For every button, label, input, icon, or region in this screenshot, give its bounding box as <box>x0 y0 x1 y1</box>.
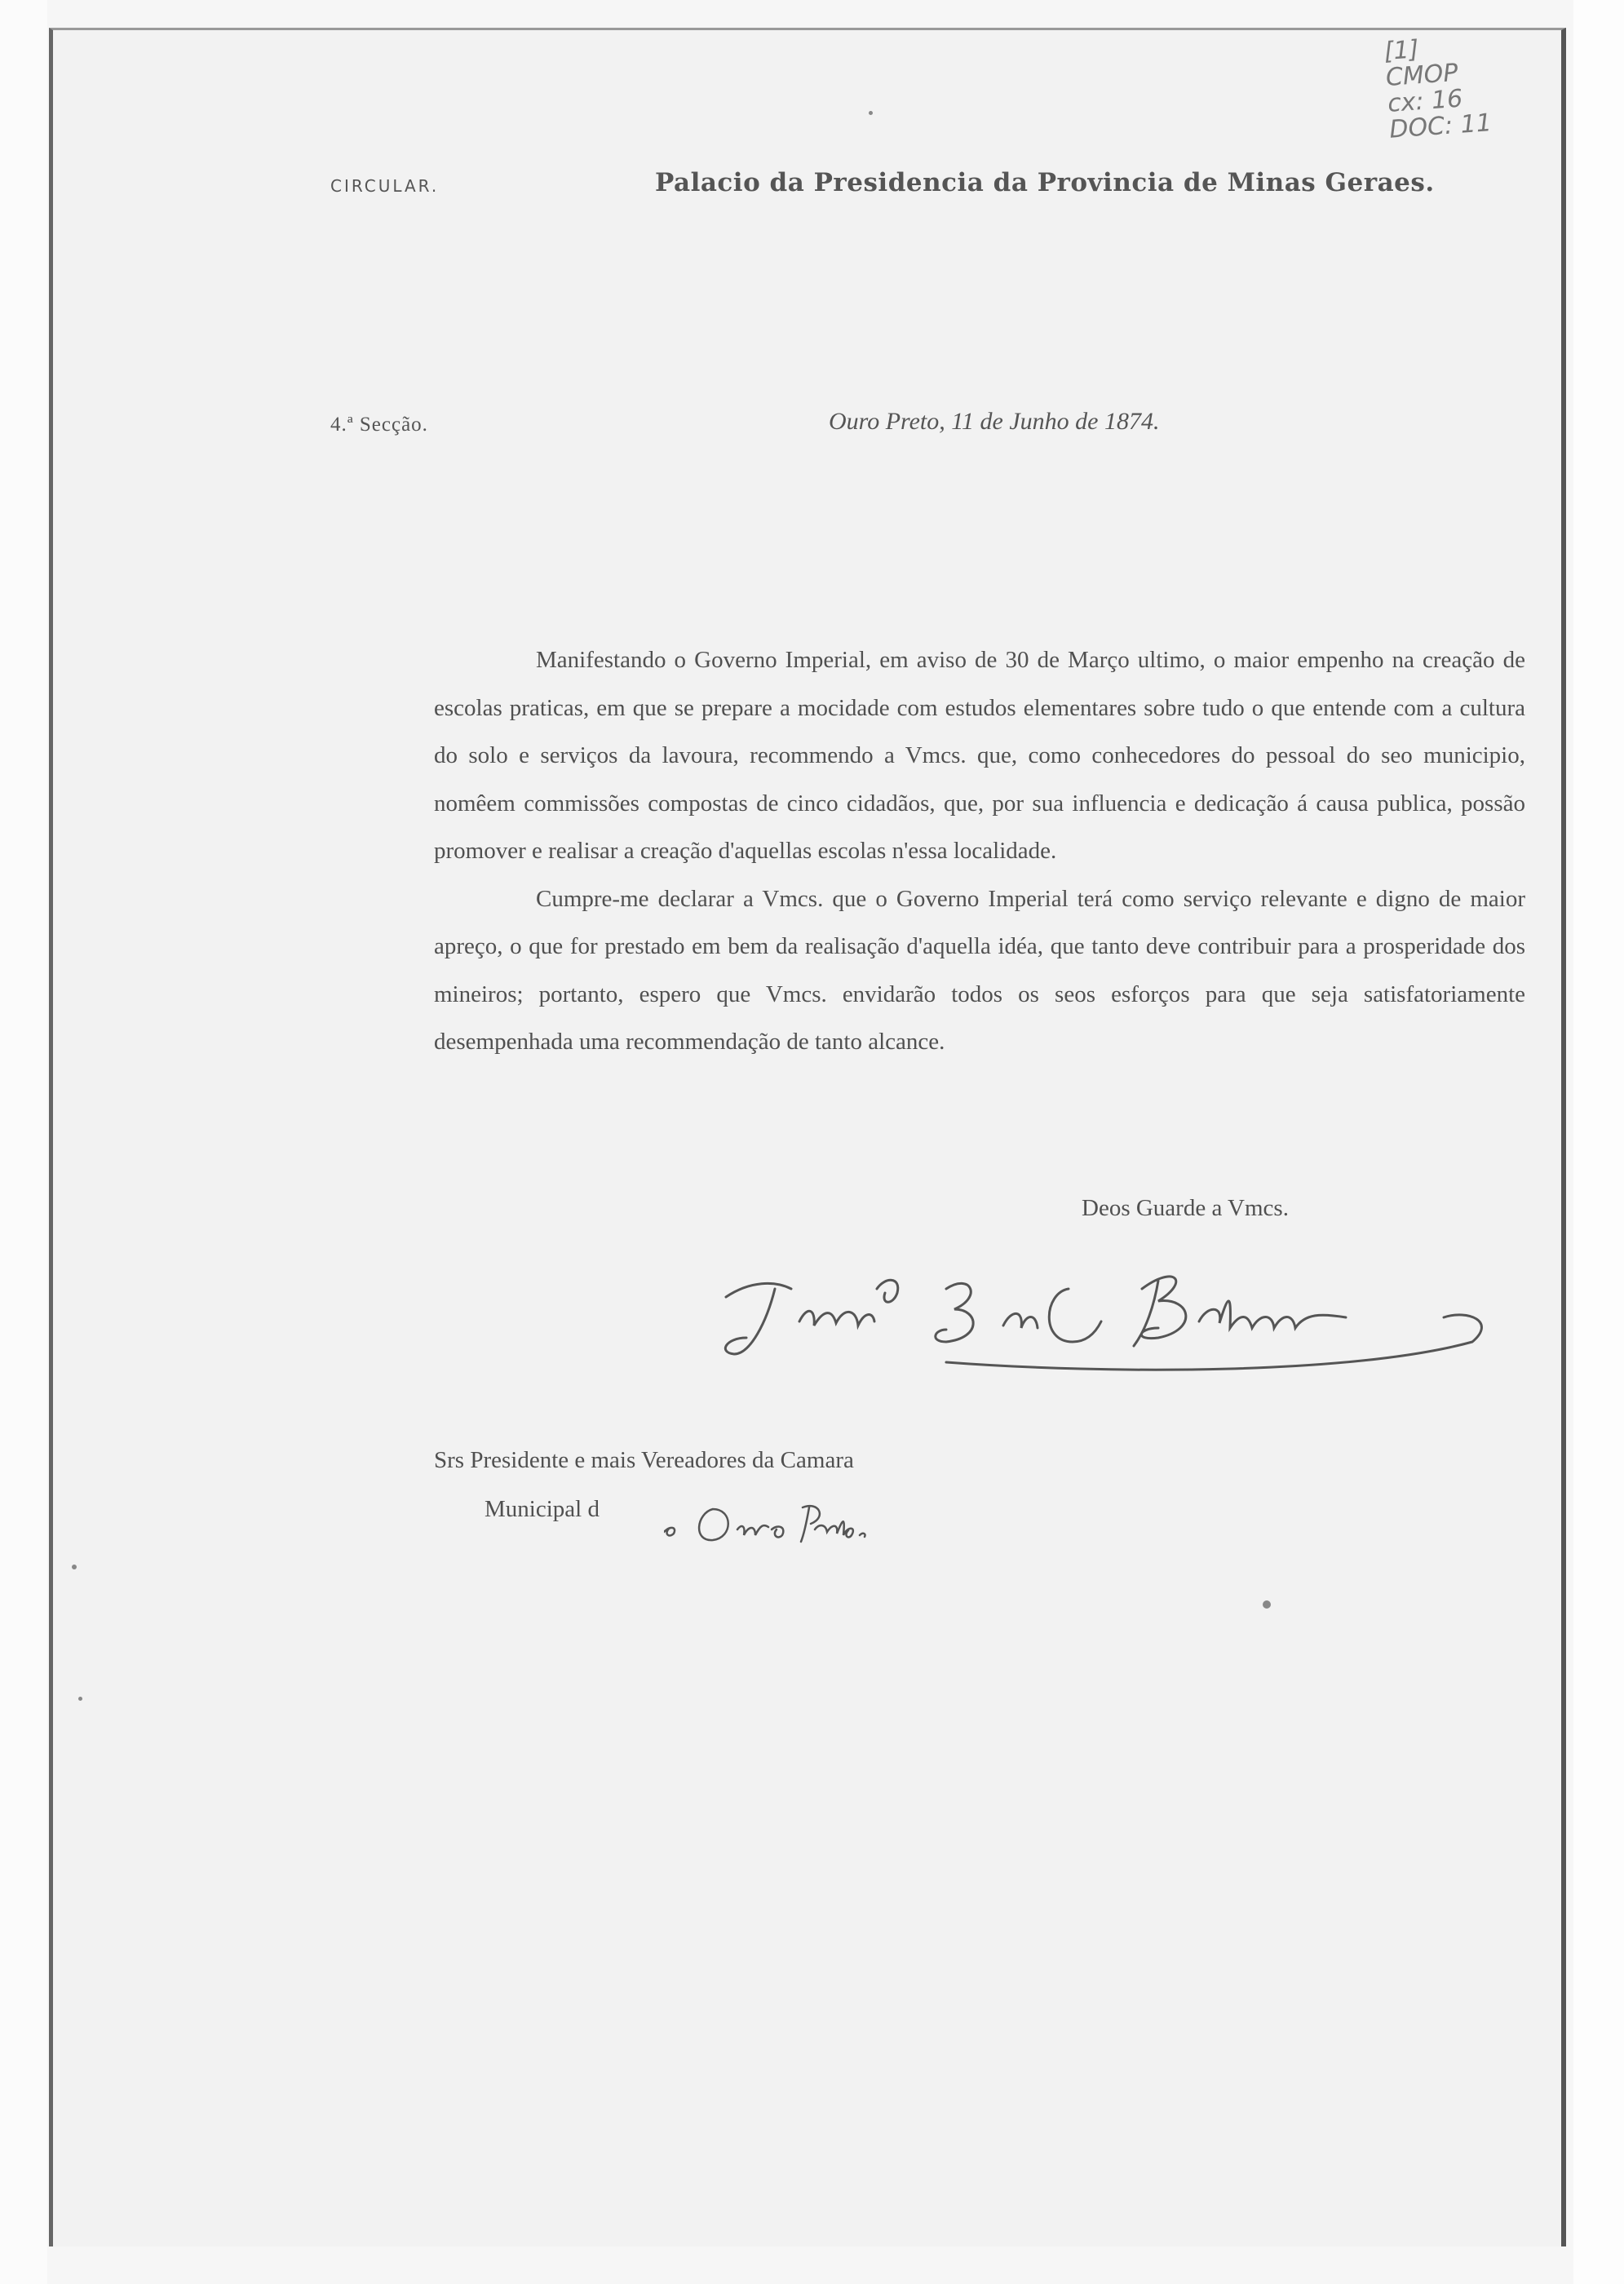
paragraph: Cumpre-me declarar a Vmcs. que o Governo Imperial terá como serviço relevante e digno de maior apreço, o que for prestado em bem da realisação d'aquella idéa, que tanto deve contribuir para a prosperidade dos mineiros; portanto, espero que Vmcs. envidarão todos os seos esforços para que seja satisfatoriamente desempenhada uma recommendação de tanto alcance. <box>434 885 1525 1055</box>
letter-body <box>434 636 1525 1066</box>
paper-speck <box>78 1697 82 1701</box>
archive-note-line: CMOP <box>1384 58 1459 92</box>
archive-note-line: cx: 16 <box>1387 84 1464 118</box>
dateline: Ouro Preto, 11 de Junho de 1874. <box>829 408 1160 435</box>
archive-note-line: [1] <box>1383 35 1420 67</box>
paper-speck <box>72 1565 77 1569</box>
archive-note-line: DOC: 11 <box>1388 108 1493 144</box>
letterhead-title: Palacio da Presidencia da Provincia de Minas Geraes. <box>655 168 1435 197</box>
paper-speck <box>1263 1600 1271 1609</box>
addressee-line: Municipal d <box>485 1496 600 1522</box>
section-label: 4.ª Secção. <box>330 414 428 436</box>
document-page <box>49 28 1566 2246</box>
closing-salutation: Deos Guarde a Vmcs. <box>1082 1195 1289 1221</box>
scan-margin-right <box>1573 0 1624 2284</box>
circular-label: CIRCULAR. <box>330 176 440 196</box>
paper-speck <box>869 111 873 115</box>
archive-reference-note <box>1383 29 1529 144</box>
paragraph: Manifestando o Governo Imperial, em aviso de 30 de Março ultimo, o maior empenho na creação de escolas praticas, em que se prepare a mocidade com estudos elementares sobre tudo o que entende com a cultura do solo e serviços da lavoura, recommendo a Vmcs. que, como conhecedores do pessoal do seo municipio, nomêem commissões compostas de cinco cidadãos, que, por sua influencia e dedicação á causa publica, possão promover e realisar a creação d'aquellas escolas n'essa localidade. <box>434 647 1525 864</box>
handwritten-place-name <box>664 1485 917 1550</box>
handwritten-signature <box>701 1232 1501 1395</box>
addressee-line: Srs Presidente e mais Vereadores da Camara <box>434 1447 854 1473</box>
scan-margin-left <box>0 0 47 2284</box>
